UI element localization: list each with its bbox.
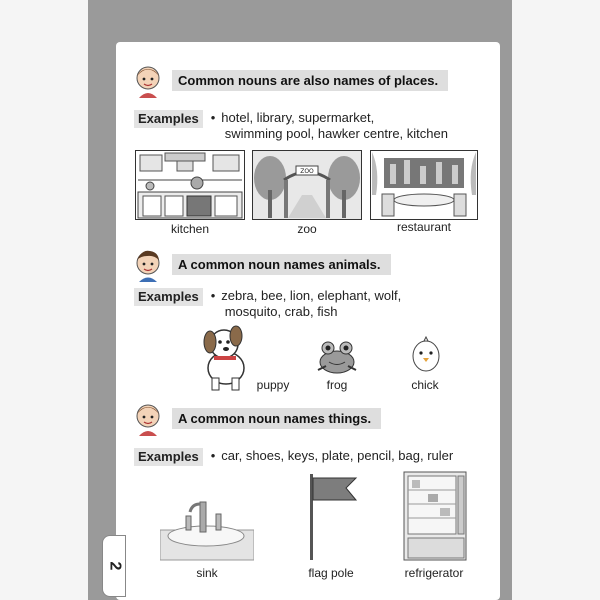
section-animals-heading [130,246,391,282]
caption-zoo: zoo [297,222,317,236]
caption-frog: frog [326,378,348,392]
section-heading: A common noun names animals. [172,254,391,275]
examples-places [134,110,448,142]
refrigerator-picture [402,470,468,562]
caption-flag-pole: flag pole [308,566,354,580]
examples-label: Examples [134,448,203,466]
background-right [512,0,600,600]
bullet: • [210,110,216,125]
examples-label: Examples [134,288,203,306]
examples-text-line1: car, shoes, keys, plate, pencil, bag, ruler [221,448,454,463]
bullet: • [210,448,216,463]
page-number: 2 [106,561,123,571]
section-heading: Common nouns are also names of places. [172,70,448,91]
section-things-heading [130,400,381,436]
section-heading: A common noun names things. [172,408,381,429]
caption-refrigerator: refrigerator [404,566,464,580]
caption-kitchen: kitchen [170,222,210,236]
caption-sink: sink [196,566,218,580]
background-left [0,0,88,600]
zoo-sign-text: ZOO [300,168,314,175]
examples-text-line2: swimming pool, hawker centre, kitchen [224,126,448,141]
girl-avatar-icon [130,400,166,436]
girl-avatar-icon [130,62,166,98]
examples-text-line2: mosquito, crab, fish [224,304,338,319]
zoo-picture [252,150,362,220]
frog-picture [314,336,360,376]
puppy-picture [196,322,256,392]
examples-text-line1: zebra, bee, lion, elephant, wolf, [221,288,402,303]
examples-text-line1: hotel, library, supermarket, [221,110,375,125]
flag-pole-picture [302,470,362,562]
chick-picture [408,336,444,374]
caption-puppy: puppy [256,378,290,392]
examples-things [134,448,453,466]
kitchen-picture [135,150,245,220]
caption-chick: chick [411,378,439,392]
section-places-heading [130,62,448,98]
examples-animals [134,288,401,320]
sink-picture [160,492,254,562]
caption-restaurant: restaurant [396,220,452,234]
boy-avatar-icon [130,246,166,282]
restaurant-picture [370,150,478,220]
page-number-tab [102,535,126,597]
examples-label: Examples [134,110,203,128]
bullet: • [210,288,216,303]
